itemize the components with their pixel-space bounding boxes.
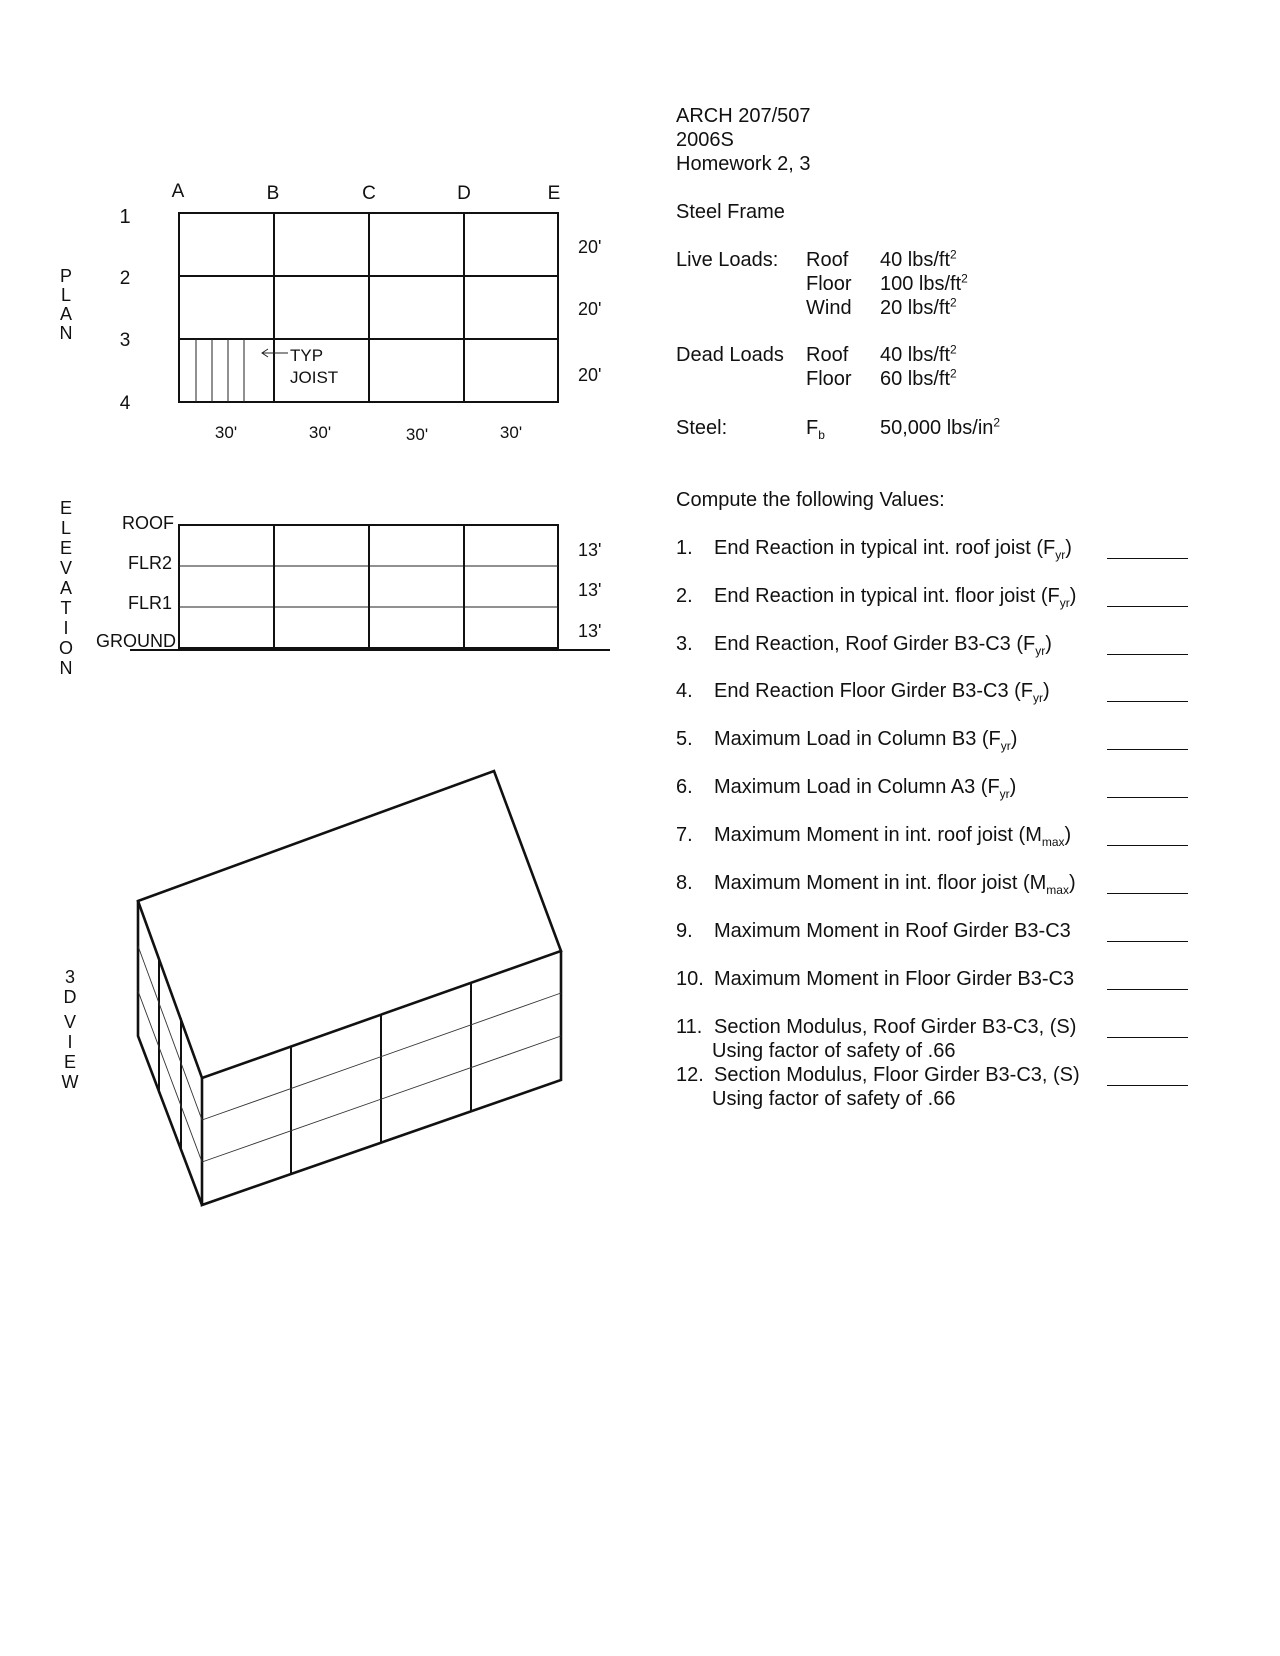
plan-bay-width: 30' <box>308 423 332 442</box>
elevation-side-letter: O <box>58 638 74 658</box>
question-number: 2. <box>676 585 693 607</box>
assignment-title: Homework 2, 3 <box>676 153 811 175</box>
question-text: End Reaction in typical int. roof joist $(F_{yr})$ <box>714 537 1072 562</box>
level-label-roof: ROOF <box>122 513 174 533</box>
level-label-flr1: FLR1 <box>127 593 172 613</box>
story-height: 13' <box>578 621 602 641</box>
question-number: 6. <box>676 776 693 798</box>
plan-row-label: 4 <box>119 393 131 414</box>
question-number: 8. <box>676 872 693 894</box>
typ-joist-label: JOIST <box>290 368 339 387</box>
live-loads-label: Live Loads: <box>676 249 779 271</box>
answer-blank[interactable] <box>1107 1017 1188 1038</box>
elevation-side-letter: E <box>59 538 73 558</box>
question-text: Maximum Moment in Roof Girder B3-C3 <box>714 920 1071 942</box>
steel-label: Steel: <box>676 417 728 439</box>
question-number: 5. <box>676 728 693 750</box>
story-height: 13' <box>578 540 602 560</box>
left-floor-line <box>138 991 202 1162</box>
live-load-name: Floor <box>806 273 852 295</box>
elevation-side-letter: E <box>59 498 73 518</box>
elevation-side-letter: V <box>59 558 73 578</box>
plan-column-label: D <box>457 183 471 204</box>
term: 2006S <box>676 129 734 151</box>
question-text: Maximum Moment in int. roof joist $(M_{max})$ <box>714 824 1072 849</box>
dead-load-value: 60 lbs/$ft^2$ <box>880 366 957 390</box>
compute-title: Compute the following Values: <box>676 489 945 511</box>
question-number: 9. <box>676 920 693 942</box>
answer-blank[interactable] <box>1107 873 1188 894</box>
left-floor-line <box>138 946 202 1120</box>
question-text: End Reaction in typical int. floor joist $(F_{yr})$ <box>714 585 1077 610</box>
elevation-side-letter: T <box>60 598 72 618</box>
question-number: 10. <box>676 968 704 990</box>
live-load-value: 40 lbs/$ft^2$ <box>880 247 957 271</box>
live-load-value: 100 lbs/$ft^2$ <box>880 271 968 295</box>
question-text: Maximum Moment in int. floor joist $(M_{max})$ <box>714 872 1076 897</box>
question-text: End Reaction Floor Girder B3-C3 $(F_{yr})$ <box>714 680 1050 705</box>
dead-loads-label: Dead Loads <box>676 344 784 366</box>
question-number: 7. <box>676 824 693 846</box>
view3d-side-letter: E <box>63 1052 77 1072</box>
plan-row-label: 2 <box>119 268 131 289</box>
question-number: 1. <box>676 537 693 559</box>
dead-load-value: 40 lbs/$ft^2$ <box>880 342 957 366</box>
plan-bay-depth: 20' <box>578 365 602 385</box>
plan-column-label: C <box>362 183 376 204</box>
view3d-side-letter: 3 <box>64 967 76 987</box>
view3d-side-letter: I <box>67 1032 73 1052</box>
question-text: Maximum Load in Column B3 $(F_{yr})$ <box>714 728 1018 753</box>
elevation-side-letter: N <box>59 658 73 678</box>
plan-row-label: 3 <box>119 330 131 351</box>
question-text: Section Modulus, Floor Girder B3-C3, (S) <box>714 1064 1080 1086</box>
answer-blank[interactable] <box>1107 921 1188 942</box>
plan-column-label: E <box>547 183 561 204</box>
plan-bay-depth: 20' <box>578 237 602 257</box>
subject-title: Steel Frame <box>676 201 785 223</box>
question-text: Maximum Load in Column A3 $(F_{yr})$ <box>714 776 1017 801</box>
isometric-view <box>62 771 562 1205</box>
plan-row-label: 1 <box>119 206 131 228</box>
plan-column-label: A <box>171 181 185 202</box>
assignment-header <box>676 104 811 176</box>
live-load-name: Roof <box>806 249 849 271</box>
plan-side-letter: N <box>59 323 73 343</box>
elevation-side-letter: A <box>59 578 73 598</box>
live-load-value: 20 lbs/$ft^2$ <box>880 295 957 319</box>
steel-value: 50,000 lbs/$in^2$ <box>880 415 1001 439</box>
question-text: Maximum Moment in Floor Girder B3-C3 <box>714 968 1075 990</box>
question-text: Section Modulus, Roof Girder B3-C3, (S) <box>714 1016 1077 1038</box>
dead-load-name: Roof <box>806 344 849 366</box>
answer-blank[interactable] <box>1107 1065 1188 1086</box>
plan-bay-width: 30' <box>499 423 523 442</box>
question-number: 3. <box>676 633 693 655</box>
view3d-side-letter: D <box>63 987 77 1007</box>
answer-blank[interactable] <box>1107 825 1188 846</box>
question-note: Using factor of safety of .66 <box>712 1040 956 1062</box>
question-note: Using factor of safety of .66 <box>712 1088 956 1110</box>
level-label-ground: GROUND <box>96 631 176 651</box>
course-number: ARCH 207/507 <box>676 105 811 127</box>
plan-view <box>60 181 602 444</box>
question-number: 4. <box>676 680 693 702</box>
plan-side-letter: L <box>60 285 72 305</box>
plan-bay-width: 30' <box>405 425 429 444</box>
roof-plane <box>138 771 561 1078</box>
view3d-side-letter: W <box>61 1072 79 1092</box>
answer-blank[interactable] <box>1107 586 1188 607</box>
plan-side-letter: A <box>59 304 73 324</box>
elevation-side-letter: L <box>60 518 72 538</box>
elevation-view <box>59 498 610 678</box>
plan-bay-depth: 20' <box>578 299 602 319</box>
story-height: 13' <box>578 580 602 600</box>
elevation-side-letter: I <box>63 618 69 638</box>
answer-blank[interactable] <box>1107 538 1188 559</box>
answer-blank[interactable] <box>1107 777 1188 798</box>
question-text: End Reaction, Roof Girder B3-C3 $(F_{yr})$ <box>714 633 1052 658</box>
view3d-side-letter: V <box>63 1012 77 1032</box>
answer-blank[interactable] <box>1107 969 1188 990</box>
dead-load-name: Floor <box>806 368 852 390</box>
typical-joists <box>196 339 244 402</box>
answer-blank[interactable] <box>1107 729 1188 750</box>
typ-joist-label: TYP <box>290 346 324 365</box>
steel-symbol: $F_b$ <box>806 417 825 442</box>
plan-bay-width: 30' <box>214 423 238 442</box>
plan-side-letter: P <box>59 266 73 286</box>
question-number: 11. <box>676 1016 703 1038</box>
plan-column-label: B <box>266 183 280 204</box>
live-load-name: Wind <box>806 297 852 319</box>
level-label-flr2: FLR2 <box>127 553 172 573</box>
question-number: 12. <box>676 1064 704 1086</box>
answer-blank[interactable] <box>1107 634 1188 655</box>
answer-blank[interactable] <box>1107 681 1188 702</box>
